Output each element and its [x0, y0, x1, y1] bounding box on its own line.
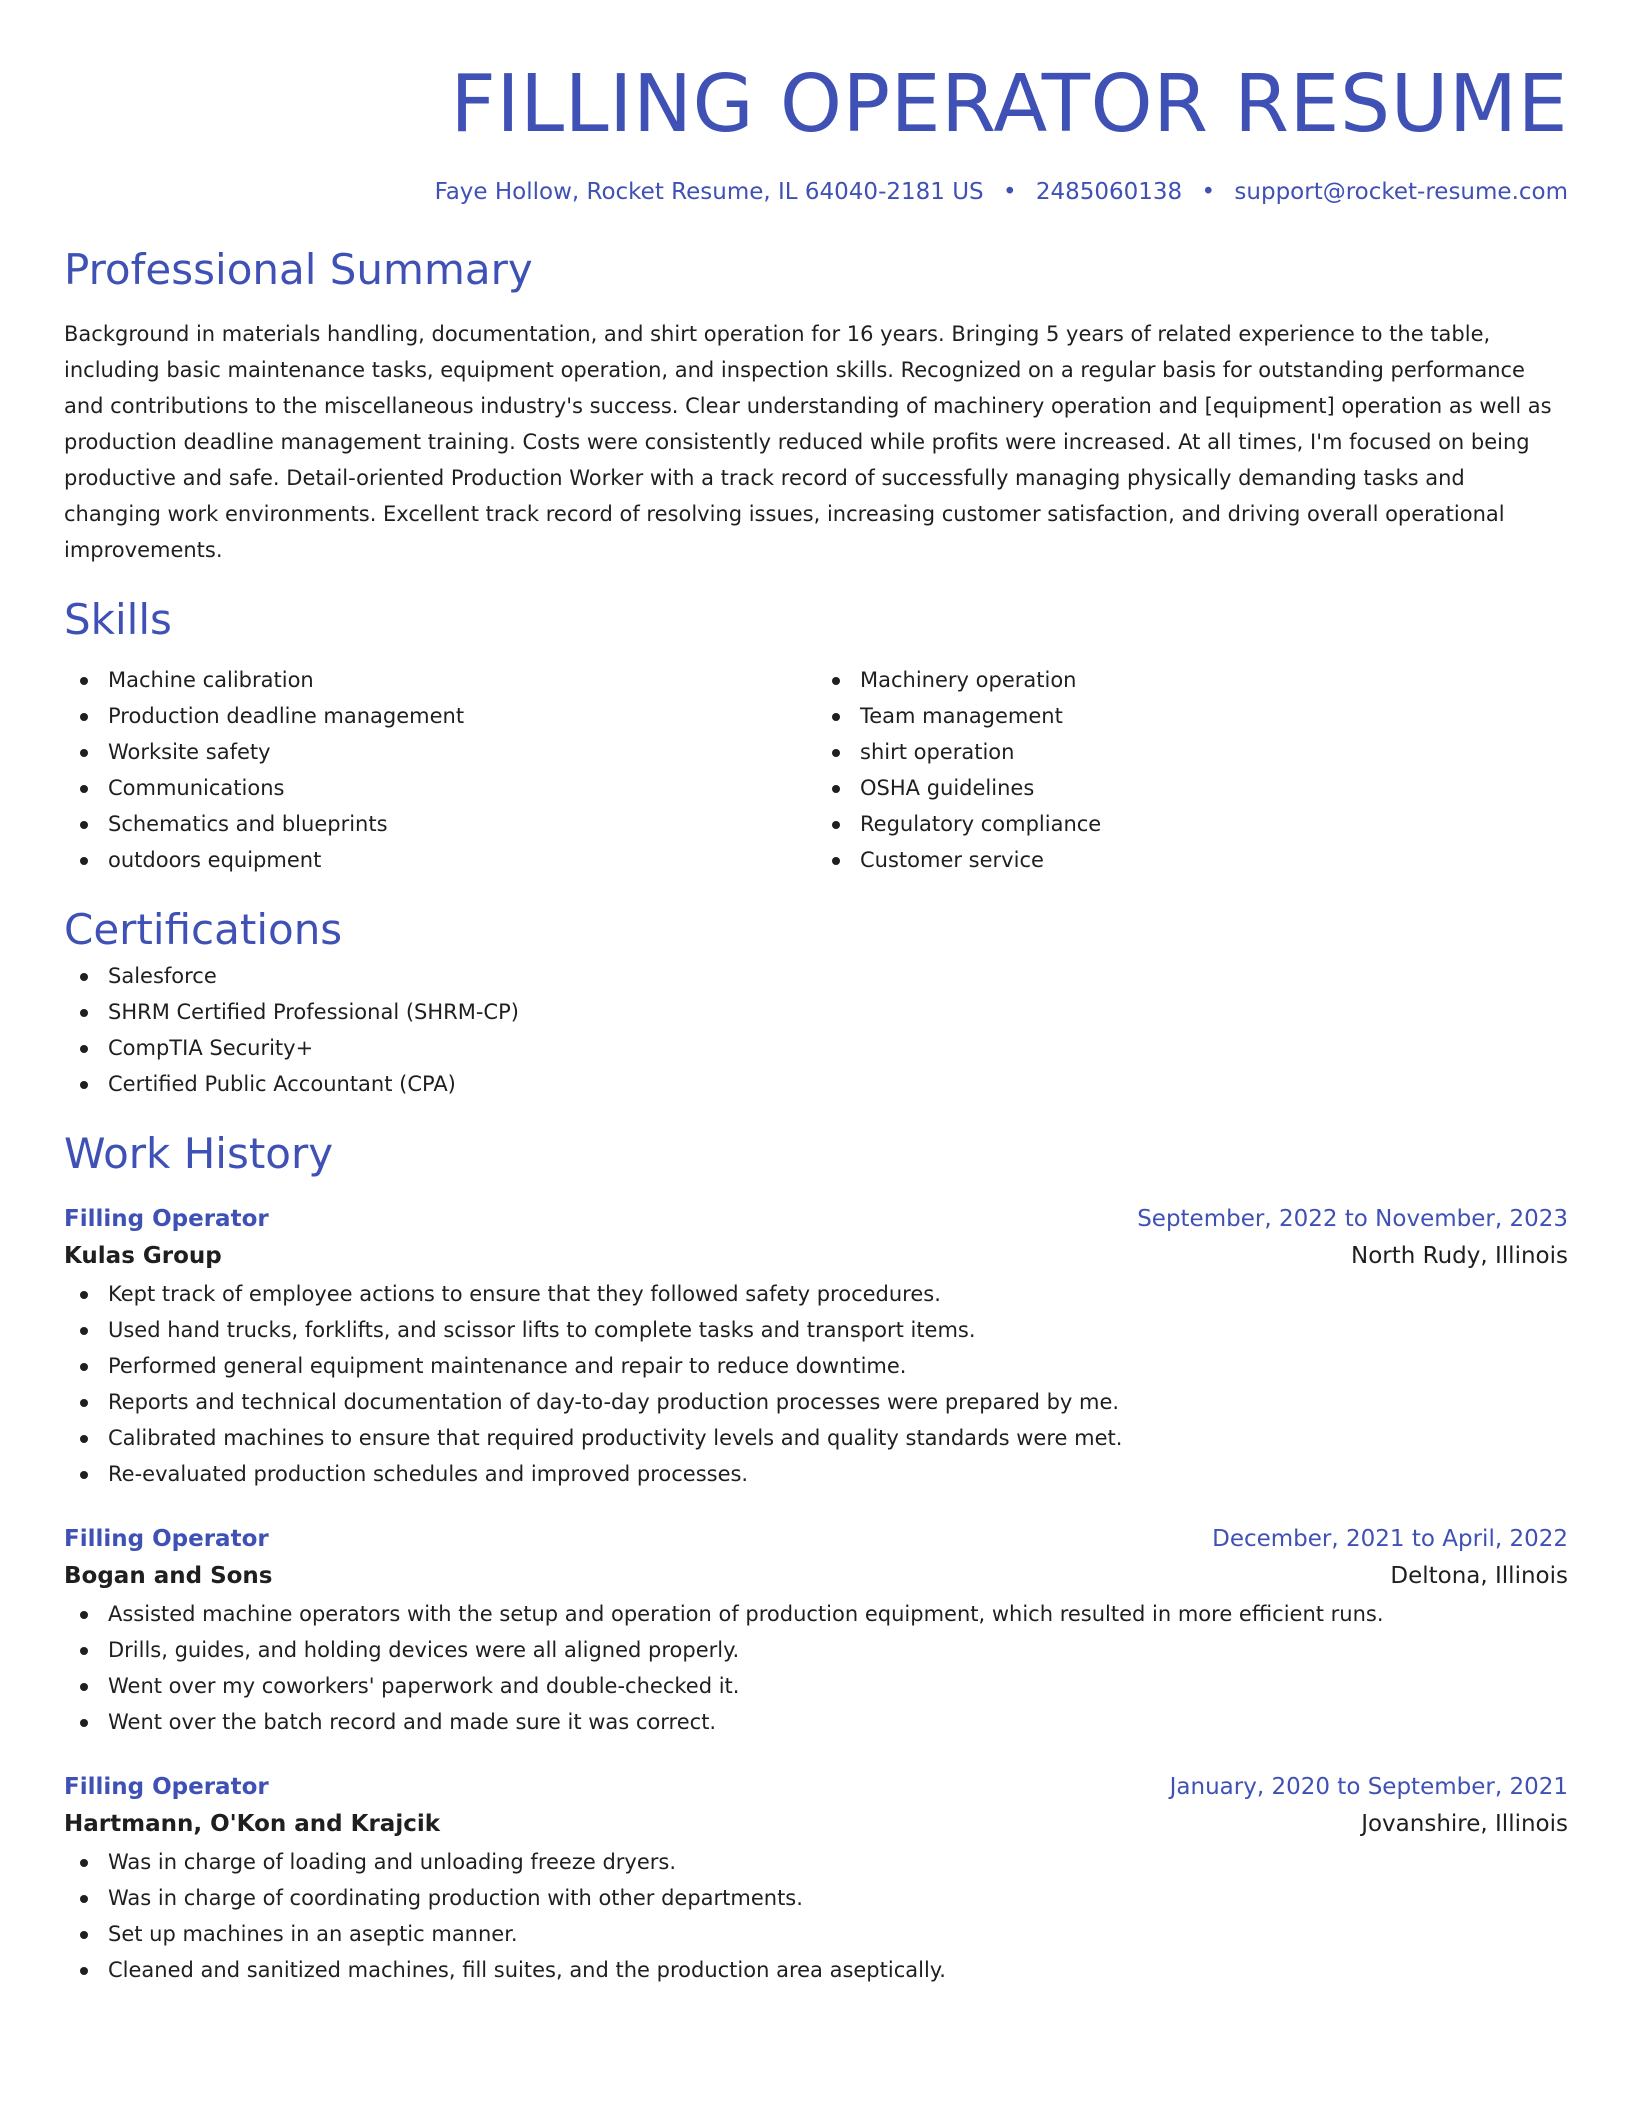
- job-duty-item: Performed general equipment maintenance and repair to reduce downtime.: [64, 1348, 1568, 1384]
- job-location: Jovanshire, Illinois: [1361, 1811, 1568, 1837]
- job-duty-item: Reports and technical documentation of day-to-day production processes were prepared by me.: [64, 1384, 1568, 1420]
- job-duty-item: Was in charge of loading and unloading freeze dryers.: [64, 1844, 1568, 1880]
- job-company-row: [64, 1556, 1568, 1596]
- skill-item: Machine calibration: [64, 662, 816, 698]
- job-duty-item: Was in charge of coordinating production with other departments.: [64, 1880, 1568, 1916]
- job-duty-item: Went over the batch record and made sure it was correct.: [64, 1704, 1568, 1740]
- job-company-row: [64, 1236, 1568, 1276]
- job-location: North Rudy, Illinois: [1351, 1243, 1568, 1269]
- job-duties-list: [64, 1596, 1568, 1740]
- certifications-list: [64, 958, 1568, 1102]
- job-title: Filling Operator: [64, 1526, 269, 1552]
- job-duty-item: Calibrated machines to ensure that required productivity levels and quality standards were met.: [64, 1420, 1568, 1456]
- skills-column-left: [64, 662, 816, 878]
- certifications-heading: Certifications: [64, 905, 343, 954]
- skills-section: [64, 592, 1568, 878]
- job-duties-list: [64, 1276, 1568, 1492]
- certification-item: SHRM Certified Professional (SHRM-CP): [64, 994, 1568, 1030]
- resume-title: FILLING OPERATOR RESUME: [450, 58, 1568, 150]
- job-title: Filling Operator: [64, 1206, 269, 1232]
- resume-header: [64, 48, 1568, 208]
- job-entry: [64, 1202, 1568, 1492]
- certification-item: CompTIA Security+: [64, 1030, 1568, 1066]
- contact-phone: 2485060138: [1035, 179, 1183, 205]
- contact-separator: •: [1201, 179, 1216, 205]
- job-title-row: [64, 1770, 1568, 1804]
- skills-grid: [64, 662, 1568, 878]
- job-duty-item: Re-evaluated production schedules and improved processes.: [64, 1456, 1568, 1492]
- skill-item: Schematics and blueprints: [64, 806, 816, 842]
- work-history-section: [64, 1126, 1568, 1988]
- summary-text: Background in materials handling, documentation, and shirt operation for 16 years. Bringing 5 years of related experience to the table, including basic maintenance tasks, equipment operation, and inspection skills. Recognized on a regular basis for outstanding performance and contributions to the miscellaneous industry's success. Clear understanding of machinery operation and [equipment] operation as well as production deadline management training. Costs were consistently reduced while profits were increased. At all times, I'm focused on being productive and safe. Detail-oriented Production Worker with a track record of successfully managing physically demanding tasks and changing work environments. Excellent track record of resolving issues, increasing customer satisfaction, and driving overall operational improvements.: [64, 322, 1552, 562]
- job-dates: September, 2022 to November, 2023: [1137, 1206, 1568, 1232]
- skill-item: Production deadline management: [64, 698, 816, 734]
- skill-item: Communications: [64, 770, 816, 806]
- job-entry: [64, 1522, 1568, 1740]
- contact-separator: •: [1002, 179, 1017, 205]
- skill-item: OSHA guidelines: [816, 770, 1568, 806]
- skill-item: Machinery operation: [816, 662, 1568, 698]
- job-duty-item: Kept track of employee actions to ensure that they followed safety procedures.: [64, 1276, 1568, 1312]
- certification-item: Salesforce: [64, 958, 1568, 994]
- job-duty-item: Cleaned and sanitized machines, fill suites, and the production area aseptically.: [64, 1952, 1568, 1988]
- skill-item: outdoors equipment: [64, 842, 816, 878]
- skill-item: Customer service: [816, 842, 1568, 878]
- skills-heading: Skills: [64, 595, 172, 644]
- job-title: Filling Operator: [64, 1774, 269, 1800]
- skill-item: Regulatory compliance: [816, 806, 1568, 842]
- job-title-row: [64, 1522, 1568, 1556]
- job-title-row: [64, 1202, 1568, 1236]
- job-duty-item: Drills, guides, and holding devices were all aligned properly.: [64, 1632, 1568, 1668]
- skill-item: Team management: [816, 698, 1568, 734]
- job-dates: January, 2020 to September, 2021: [1169, 1774, 1568, 1800]
- contact-email[interactable]: support@rocket-resume.com: [1234, 179, 1568, 205]
- job-dates: December, 2021 to April, 2022: [1212, 1526, 1568, 1552]
- job-company: Bogan and Sons: [64, 1563, 273, 1589]
- summary-heading: Professional Summary: [64, 245, 533, 294]
- job-duty-item: Went over my coworkers' paperwork and double-checked it.: [64, 1668, 1568, 1704]
- skill-item: shirt operation: [816, 734, 1568, 770]
- job-entry: [64, 1770, 1568, 1988]
- job-company-row: [64, 1804, 1568, 1844]
- job-location: Deltona, Illinois: [1390, 1563, 1568, 1589]
- summary-section: [64, 242, 1568, 568]
- skill-item: Worksite safety: [64, 734, 816, 770]
- certifications-section: [64, 902, 1568, 1102]
- work-history-heading: Work History: [64, 1129, 334, 1178]
- job-duty-item: Used hand trucks, forklifts, and scissor lifts to complete tasks and transport items.: [64, 1312, 1568, 1348]
- job-company: Hartmann, O'Kon and Krajcik: [64, 1811, 441, 1837]
- job-company: Kulas Group: [64, 1243, 222, 1269]
- certification-item: Certified Public Accountant (CPA): [64, 1066, 1568, 1102]
- contact-address: Faye Hollow, Rocket Resume, IL 64040-2181 US: [434, 179, 984, 205]
- job-duties-list: [64, 1844, 1568, 1988]
- contact-line: [64, 176, 1568, 208]
- job-duty-item: Set up machines in an aseptic manner.: [64, 1916, 1568, 1952]
- skills-column-right: [816, 662, 1568, 878]
- job-duty-item: Assisted machine operators with the setup and operation of production equipment, which resulted in more efficient runs.: [64, 1596, 1568, 1632]
